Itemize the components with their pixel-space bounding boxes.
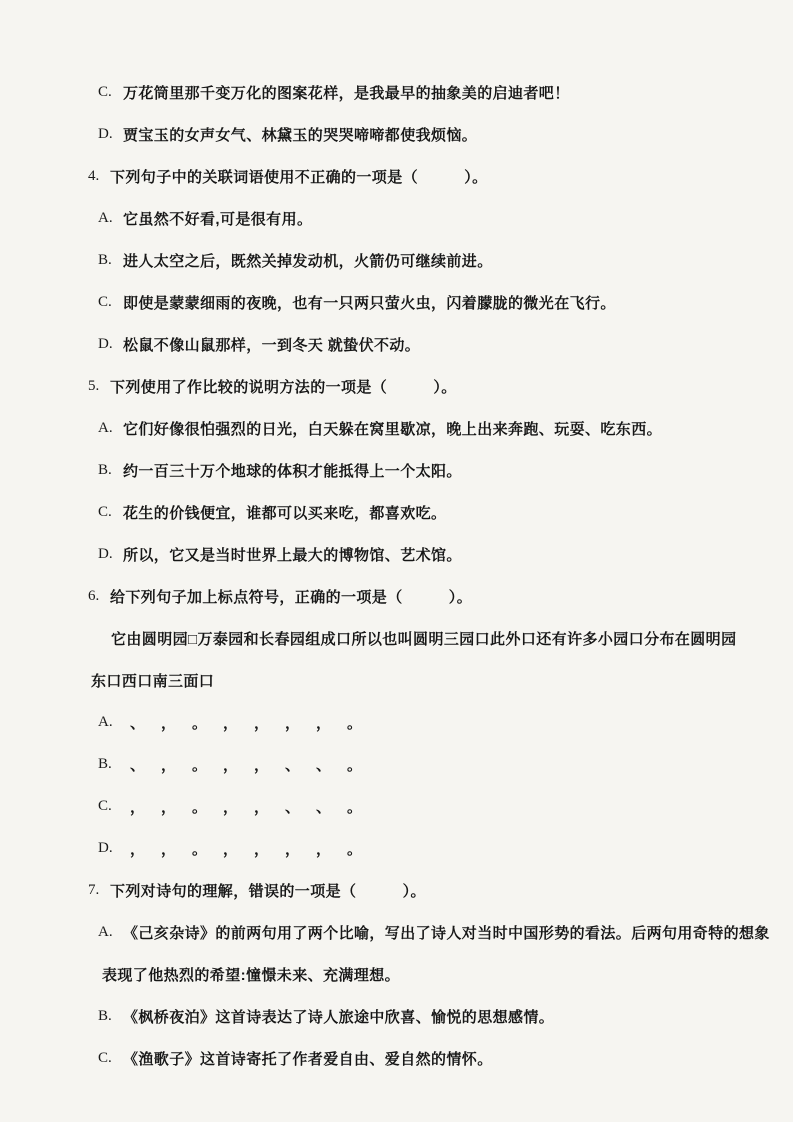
punctuation-mark: ， bbox=[285, 840, 301, 858]
option-text: 花生的价钱便宜，谁都可以买来吃，都喜欢吃。 bbox=[123, 504, 447, 522]
option-text: 《渔歌子》这首诗寄托了作者爱自由、爱自然的情怀。 bbox=[123, 1050, 493, 1068]
option-text: 它虽然不好看,可是很有用。 bbox=[123, 210, 313, 228]
punctuation-mark: 。 bbox=[347, 756, 363, 774]
option-letter: C. bbox=[98, 797, 112, 814]
option-letter: C. bbox=[98, 503, 112, 520]
option-letter: D. bbox=[98, 545, 113, 562]
punctuation-mark: 、 bbox=[285, 756, 301, 774]
option-letter: A. bbox=[98, 209, 113, 226]
question5-option-c bbox=[0, 491, 793, 533]
option-text: 《枫桥夜泊》这首诗表达了诗人旅途中欣喜、愉悦的思想感情。 bbox=[123, 1008, 555, 1026]
punctuation-mark: ， bbox=[161, 798, 177, 816]
option-letter: A. bbox=[98, 713, 113, 730]
option-letter: D. bbox=[98, 335, 113, 352]
question4-stem bbox=[0, 155, 793, 197]
question7-option-b bbox=[0, 995, 793, 1037]
question6-stem bbox=[0, 575, 793, 617]
option-letter: B. bbox=[98, 251, 112, 268]
punctuation-mark: ， bbox=[161, 840, 177, 858]
option-letter: B. bbox=[98, 755, 112, 772]
question7-option-a bbox=[0, 911, 793, 953]
passage-text: 它由圆明园□万泰园和长春园组成口所以也叫圆明三园口此外口还有许多小园口分布在圆明园 bbox=[111, 630, 737, 648]
question7-option-a-continued bbox=[0, 953, 793, 995]
option-letter: A. bbox=[98, 923, 113, 940]
punctuation-mark: ， bbox=[161, 714, 177, 732]
option-letter: D. bbox=[98, 125, 113, 142]
question3-option-d bbox=[0, 113, 793, 155]
option-text: 所以，它又是当时世界上最大的博物馆、艺术馆。 bbox=[123, 546, 462, 564]
punctuation-mark: 、 bbox=[285, 798, 301, 816]
option-text: 万花筒里那千变万化的图案花样，是我最早的抽象美的启迪者吧！ bbox=[123, 84, 570, 102]
question5-option-d bbox=[0, 533, 793, 575]
punctuation-mark: 。 bbox=[347, 714, 363, 732]
option-text: 贾宝玉的女声女气、林黛玉的哭哭啼啼都使我烦恼。 bbox=[123, 126, 478, 144]
punctuation-mark: 、 bbox=[130, 714, 146, 732]
question-stem-text: 给下列句子加上标点符号，正确的一项是（ ）。 bbox=[110, 588, 473, 606]
question4-option-d bbox=[0, 323, 793, 365]
punctuation-mark: 。 bbox=[192, 714, 208, 732]
question-number: 6. bbox=[88, 587, 100, 604]
question3-option-c bbox=[0, 71, 793, 113]
question6-option-d bbox=[0, 827, 793, 869]
punctuation-mark: ， bbox=[254, 840, 270, 858]
punctuation-mark: ， bbox=[254, 756, 270, 774]
punctuation-mark: ， bbox=[254, 798, 270, 816]
question5-option-a bbox=[0, 407, 793, 449]
option-text: 它们好像很怕强烈的日光，白天躲在窝里歇凉，晚上出来奔跑、玩耍、吃东西。 bbox=[123, 420, 663, 438]
option-text: 即使是蒙蒙细雨的夜晚，也有一只两只萤火虫，闪着朦胧的微光在飞行。 bbox=[123, 294, 616, 312]
punctuation-mark: 。 bbox=[347, 840, 363, 858]
punctuation-mark: 、 bbox=[130, 756, 146, 774]
question4-option-a bbox=[0, 197, 793, 239]
option-letter: C. bbox=[98, 83, 112, 100]
option-letter: B. bbox=[98, 461, 112, 478]
punctuation-mark: ， bbox=[223, 840, 239, 858]
question7-option-c bbox=[0, 1037, 793, 1079]
punctuation-mark: 、 bbox=[316, 756, 332, 774]
punctuation-mark: ， bbox=[130, 840, 146, 858]
punctuation-mark: ， bbox=[161, 756, 177, 774]
option-text: 进人太空之后，既然关掉发动机，火箭仍可继续前进。 bbox=[123, 252, 493, 270]
punctuation-mark: ， bbox=[254, 714, 270, 732]
question5-option-b bbox=[0, 449, 793, 491]
punctuation-mark: 。 bbox=[192, 798, 208, 816]
punctuation-mark: ， bbox=[223, 714, 239, 732]
punctuation-mark: 。 bbox=[192, 756, 208, 774]
question-stem-text: 下列对诗句的理解，错误的一项是（ ）。 bbox=[110, 882, 426, 900]
punctuation-mark: ， bbox=[316, 714, 332, 732]
question4-option-c bbox=[0, 281, 793, 323]
question6-option-a bbox=[0, 701, 793, 743]
option-text: 《己亥杂诗》的前两句用了两个比喻，写出了诗人对当时中国形势的看法。后两句用奇特的想象 bbox=[123, 924, 770, 942]
punctuation-mark: 。 bbox=[347, 798, 363, 816]
punctuation-mark: ， bbox=[130, 798, 146, 816]
punctuation-mark: ， bbox=[285, 714, 301, 732]
option-letter: A. bbox=[98, 419, 113, 436]
question-stem-text: 下列句子中的关联词语使用不正确的一项是（ ）。 bbox=[110, 168, 488, 186]
punctuation-mark: ， bbox=[223, 756, 239, 774]
question-number: 4. bbox=[88, 167, 100, 184]
passage-text: 东口西口南三面口 bbox=[91, 672, 215, 690]
option-text: 松鼠不像山鼠那样，一到冬天 就蛰伏不动。 bbox=[123, 336, 421, 354]
question-number: 5. bbox=[88, 377, 100, 394]
question5-stem bbox=[0, 365, 793, 407]
option-text-continuation: 表现了他热烈的希望:憧憬未来、充满理想。 bbox=[102, 966, 400, 984]
punctuation-mark: ， bbox=[223, 798, 239, 816]
punctuation-mark: 、 bbox=[316, 798, 332, 816]
option-letter: C. bbox=[98, 293, 112, 310]
question6-passage-line1 bbox=[0, 617, 793, 659]
question6-option-b bbox=[0, 743, 793, 785]
question6-passage-line2 bbox=[0, 659, 793, 701]
question-stem-text: 下列使用了作比较的说明方法的一项是（ ）。 bbox=[110, 378, 457, 396]
option-letter: D. bbox=[98, 839, 113, 856]
question7-stem bbox=[0, 869, 793, 911]
option-text: 约一百三十万个地球的体积才能抵得上一个太阳。 bbox=[123, 462, 462, 480]
option-letter: C. bbox=[98, 1049, 112, 1066]
question4-option-b bbox=[0, 239, 793, 281]
punctuation-mark: ， bbox=[316, 840, 332, 858]
question6-option-c bbox=[0, 785, 793, 827]
question-number: 7. bbox=[88, 881, 100, 898]
punctuation-mark: 。 bbox=[192, 840, 208, 858]
option-letter: B. bbox=[98, 1007, 112, 1024]
